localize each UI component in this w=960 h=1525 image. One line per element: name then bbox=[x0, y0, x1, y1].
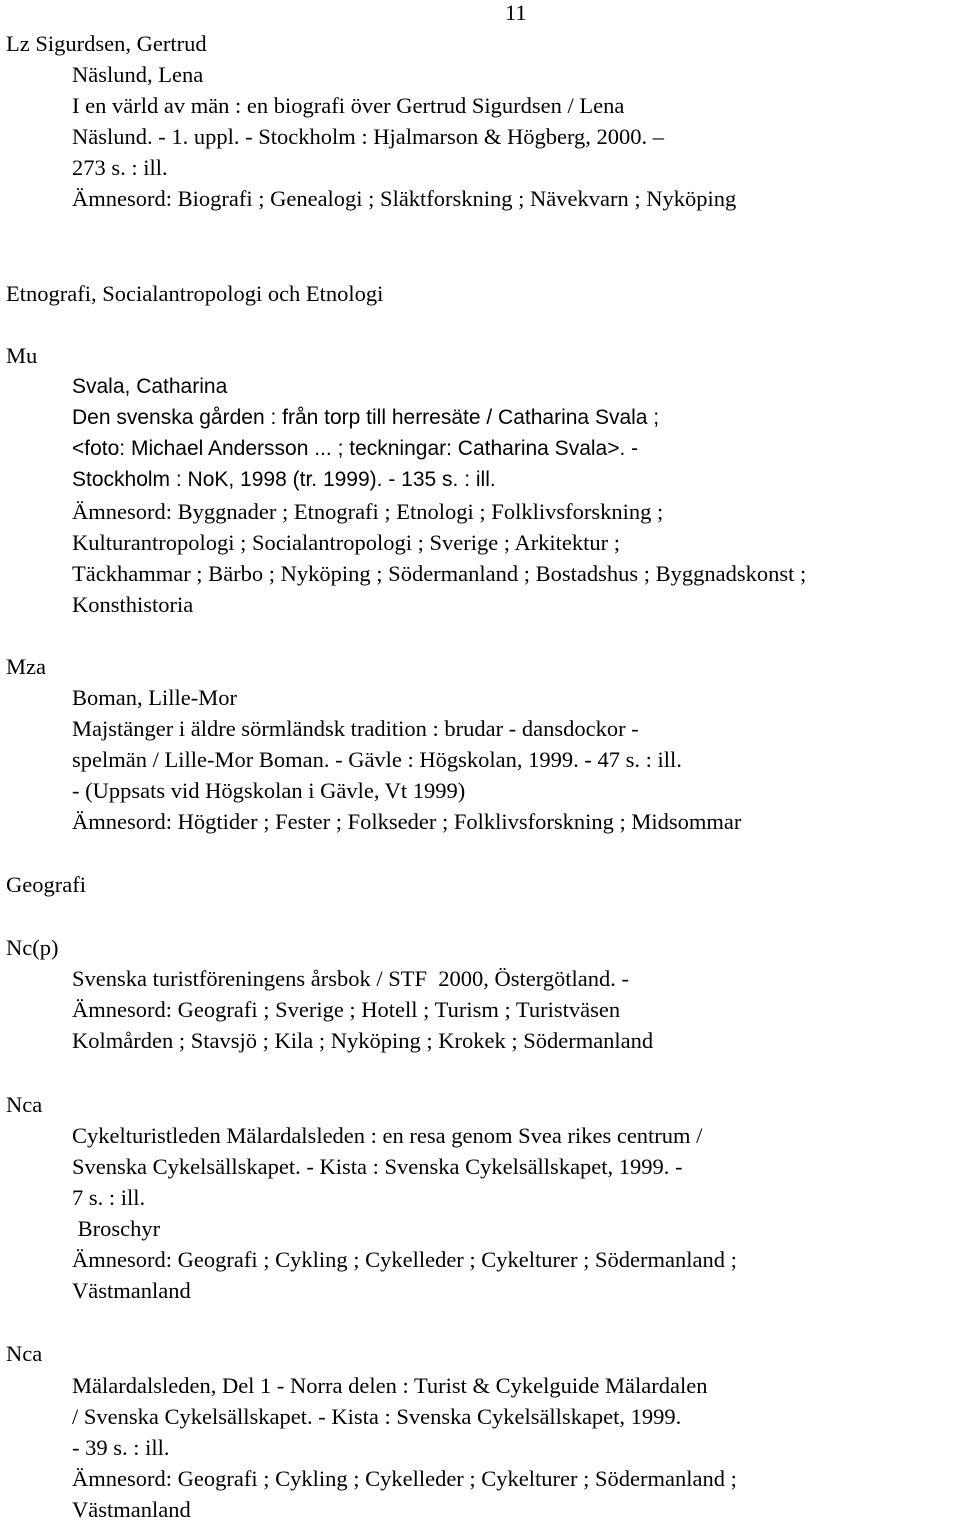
catalog-entry bbox=[72, 1120, 737, 1306]
entry-line: Näslund. - 1. uppl. - Stockholm : Hjalmarson & Högberg, 2000. – bbox=[72, 124, 665, 149]
catalog-entry bbox=[72, 682, 741, 837]
classification-code: Nca bbox=[6, 1092, 43, 1117]
entry-line: Kulturantropologi ; Socialantropologi ; Sverige ; Arkitektur ; bbox=[72, 530, 621, 555]
entry-line: 273 s. : ill. bbox=[72, 155, 168, 180]
subject-line: Ämnesord: Biografi ; Genealogi ; Släktforskning ; Nävekvarn ; Nyköping bbox=[72, 186, 737, 211]
entry-line: spelmän / Lille-Mor Boman. - Gävle : Högskolan, 1999. - 47 s. : ill. bbox=[72, 747, 682, 772]
entry-line: Kolmården ; Stavsjö ; Kila ; Nyköping ; Krokek ; Södermanland bbox=[72, 1028, 654, 1053]
entry-line: Svala, Catharina bbox=[72, 375, 228, 398]
entry-line: Svenska Cykelsällskapet. - Kista : Svenska Cykelsällskapet, 1999. - bbox=[72, 1154, 683, 1179]
entry-line: Västmanland bbox=[72, 1497, 191, 1522]
catalog-entry bbox=[72, 963, 653, 1056]
classification-code: Mu bbox=[6, 343, 38, 368]
entry-line: - 39 s. : ill. bbox=[72, 1435, 170, 1460]
entry-line: - (Uppsats vid Högskolan i Gävle, Vt 1999) bbox=[72, 778, 466, 803]
entry-line: Ämnesord: Geografi ; Cykling ; Cykelleder ; Cykelturer ; Södermanland ; bbox=[72, 1466, 737, 1491]
page-number: 11 bbox=[505, 0, 527, 25]
entry-line: Ämnesord: Geografi ; Cykling ; Cykelleder ; Cykelturer ; Södermanland ; bbox=[72, 1247, 737, 1272]
entry-line: 7 s. : ill. bbox=[72, 1185, 146, 1210]
entry-line: Broschyr bbox=[72, 1216, 161, 1241]
entry-line: Ämnesord: Högtider ; Fester ; Folkseder ; Folklivsforskning ; Midsommar bbox=[72, 809, 742, 834]
entry-line: Ämnesord: Byggnader ; Etnografi ; Etnologi ; Folklivsforskning ; bbox=[72, 499, 664, 524]
catalog-entry bbox=[72, 371, 659, 495]
classification-code: Mza bbox=[6, 654, 46, 679]
entry-line: Västmanland bbox=[72, 1278, 191, 1303]
entry-line: Majstänger i äldre sörmländsk tradition : brudar - dansdockor - bbox=[72, 716, 639, 741]
classification-code: Nca bbox=[6, 1341, 43, 1366]
entry-line: Cykelturistleden Mälardalsleden : en resa genom Svea rikes centrum / bbox=[72, 1123, 703, 1148]
entry-line: I en värld av män : en biografi över Gertrud Sigurdsen / Lena bbox=[72, 93, 625, 118]
entry-line: Svenska turistföreningens årsbok / STF 2000, Östergötland. - bbox=[72, 966, 630, 991]
entry-line: Täckhammar ; Bärbo ; Nyköping ; Södermanland ; Bostadshus ; Byggnadskonst ; bbox=[72, 561, 807, 586]
entry-line: Mälardalsleden, Del 1 - Norra delen : Turist & Cykelguide Mälardalen bbox=[72, 1373, 708, 1398]
entry-line: Konsthistoria bbox=[72, 592, 194, 617]
section-heading: Geografi bbox=[6, 872, 86, 897]
entry-line: Den svenska gården : från torp till herresäte / Catharina Svala ; bbox=[72, 406, 660, 429]
entry-line: <foto: Michael Andersson ... ; teckningar: Catharina Svala>. - bbox=[72, 437, 639, 460]
entry-line: Näslund, Lena bbox=[72, 62, 204, 87]
entry-code-line: Lz Sigurdsen, Gertrud bbox=[6, 31, 207, 56]
entry-line: Ämnesord: Geografi ; Sverige ; Hotell ; Turism ; Turistväsen bbox=[72, 997, 621, 1022]
entry-line: Stockholm : NoK, 1998 (tr. 1999). - 135 s. : ill. bbox=[72, 468, 496, 491]
entry-line: / Svenska Cykelsällskapet. - Kista : Svenska Cykelsällskapet, 1999. bbox=[72, 1404, 682, 1429]
catalog-entry bbox=[72, 59, 664, 183]
subject-block bbox=[72, 496, 806, 620]
catalog-entry bbox=[72, 1370, 737, 1525]
section-heading: Etnografi, Socialantropologi och Etnologi bbox=[6, 281, 384, 306]
classification-code: Nc(p) bbox=[6, 935, 59, 960]
entry-line: Boman, Lille-Mor bbox=[72, 685, 237, 710]
